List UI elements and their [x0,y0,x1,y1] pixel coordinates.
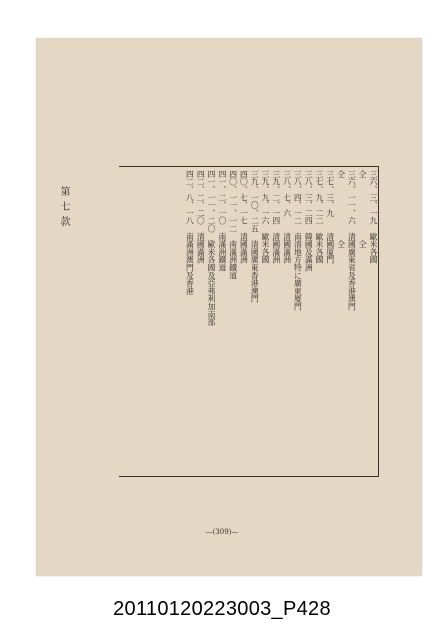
top-rule [119,166,378,167]
record-table [119,170,378,475]
record-row: 三九、二、一四 清國滿洲 [271,170,281,264]
record-row: 四〇、七、一七 清國滿洲 [239,170,249,264]
record-row: 三九、九、一六 歐米各國 [261,170,271,264]
record-row: 四二、八、一八 南滿洲澳門及香港 [185,170,195,295]
record-row: 三八、四、一二 南清地方特に廣東厦門 [293,170,303,311]
record-row: 三九、一〇、二五 清國廣東香港澳門 [250,170,260,303]
record-row: 四一、二、一〇 南滿洲鐵道 [217,170,227,272]
vertical-rule [378,166,379,477]
record-row: 四一、一一、二〇 歐米各國及亞弗利加南部 [207,170,217,326]
record-row: 仝 仝 [358,170,368,248]
record-row: 四〇、一一、一二 南滿洲鐵道 [228,170,238,280]
record-row: 三七、九、二二 歐米各國 [315,170,325,264]
page-number: —(309)— [205,528,239,536]
record-row: 三七、三、九 清國厦門 [325,170,335,264]
record-row: 仝 仝 [336,170,346,248]
bottom-rule [119,476,378,477]
image-caption: 20110120223003_P428 [113,598,331,620]
record-row: 三六、三、一九 歐米各國 [369,170,378,264]
record-row: 三八、三、二四 韓國及滿洲 [304,170,314,272]
section-label: 第七款 [58,186,69,231]
record-row: 三六、一一、六 清國廣東省及香港澳門 [347,170,357,311]
record-row: 三八、七、六 清國滿洲 [282,170,292,264]
record-row: 四二、二、二〇 清國滿洲 [196,170,206,264]
